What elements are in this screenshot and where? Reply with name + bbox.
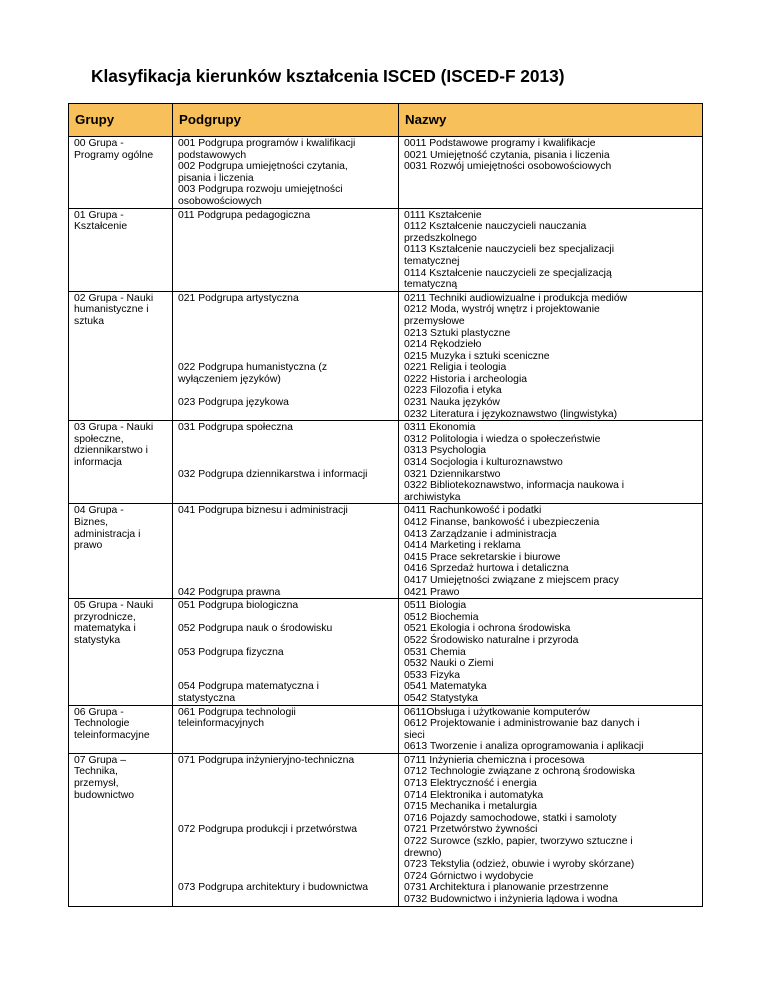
podgrupa-line [178, 328, 394, 340]
nazwa-cell [399, 504, 703, 599]
grupa-cell: 01 Grupa - Kształcenie [69, 208, 173, 291]
podgrupa-line [178, 658, 394, 670]
nazwa-line: 0231 Nauka języków [404, 397, 500, 409]
nazwa-line: 0412 Finanse, bankowość i ubezpieczenia [404, 517, 600, 528]
podgrupa-line [178, 540, 394, 552]
nazwa-line: 0612 Projektowanie i administrowanie baz danych i [404, 718, 640, 730]
nazwa-line: przemysłowe [404, 315, 465, 327]
podgrupa-line [178, 871, 394, 883]
nazwa-line: 0722 Surowce (szkło, papier, tworzywo sztuczne i [404, 836, 633, 848]
table-row [69, 208, 703, 291]
podgrupa-line: 041 Podgrupa biznesu i administracji [178, 505, 348, 517]
nazwa-line: 0312 Politologia i wiedza o społeczeństwie [404, 433, 601, 445]
podgrupa-line [178, 445, 394, 457]
podgrupa-line [178, 670, 394, 682]
nazwa-line: 0613 Tworzenie i analiza oprogramowania i aplikacji [404, 741, 644, 753]
podgrupa-line [178, 859, 394, 871]
podgrupa-line [178, 316, 394, 328]
podgrupa-line: 051 Podgrupa biologiczna [178, 600, 299, 612]
podgrupa-line [178, 563, 394, 575]
podgrupa-line [178, 813, 394, 825]
podgrupa-line [178, 552, 394, 564]
table-row [69, 137, 703, 209]
grupa-cell: 03 Grupa - Nauki społeczne, dziennikarstwo i informacja [69, 421, 173, 504]
table-row [69, 421, 703, 504]
podgrupa-line: 052 Podgrupa nauk o środowisku [178, 623, 333, 635]
nazwa-line: 0715 Mechanika i metalurgia [404, 801, 537, 813]
podgrupa-line: 053 Podgrupa fizyczna [178, 646, 284, 658]
nazwa-line: 0213 Sztuki plastyczne [404, 327, 511, 339]
podgrupa-line: 061 Podgrupa technologii [178, 706, 296, 718]
header-grupy: Grupy [69, 104, 173, 137]
podgrupa-line [178, 848, 394, 860]
podgrupa-line [178, 575, 394, 587]
nazwa-line: 0724 Górnictwo i wydobycie [404, 870, 534, 882]
podgrupa-cell [173, 705, 399, 753]
nazwa-line: 0531 Chemia [404, 646, 466, 658]
table-row [69, 599, 703, 705]
podgrupa-line [178, 457, 394, 469]
table-row [69, 291, 703, 421]
podgrupa-line: teleinformacyjnych [178, 718, 265, 730]
podgrupa-line: 023 Podgrupa językowa [178, 397, 289, 409]
grupa-cell: 05 Grupa - Nauki przyrodnicze, matematyka i statystyka [69, 599, 173, 705]
nazwa-line: 0416 Sprzedaż hurtowa i detaliczna [404, 563, 569, 575]
nazwa-cell [399, 599, 703, 705]
podgrupa-line: 072 Podgrupa produkcji i przetwórstwa [178, 824, 358, 836]
table-row [69, 705, 703, 753]
podgrupa-cell [173, 504, 399, 599]
nazwa-line: 0313 Psychologia [404, 445, 487, 457]
podgrupa-line: 031 Podgrupa społeczna [178, 422, 293, 434]
podgrupa-line [178, 517, 394, 529]
podgrupa-line [178, 612, 394, 624]
nazwa-line: 0114 Kształcenie nauczycieli ze specjalizacją [404, 267, 612, 279]
nazwa-line: 0322 Bibliotekoznawstwo, informacja naukowa i [404, 480, 625, 492]
podgrupa-line [178, 836, 394, 848]
podgrupa-line: pisania i liczenia [178, 172, 254, 184]
nazwa-line: 0112 Kształcenie nauczycieli nauczania [404, 221, 587, 233]
nazwa-line: 0221 Religia i teologia [404, 362, 507, 374]
table-row [69, 753, 703, 906]
nazwa-line: 0414 Marketing i reklama [404, 540, 521, 552]
nazwa-line: 0732 Budownictwo i inżynieria lądowa i wodna [404, 894, 618, 905]
nazwa-cell [399, 421, 703, 504]
nazwa-line: przedszkolnego [404, 232, 477, 244]
nazwa-cell [399, 291, 703, 421]
grupa-cell: 04 Grupa - Biznes, administracja i prawo [69, 504, 173, 599]
podgrupa-line: 071 Podgrupa inżynieryjno-techniczna [178, 754, 355, 766]
nazwa-line: 0731 Architektura i planowanie przestrzenne [404, 882, 609, 894]
nazwa-line: drewno) [404, 847, 442, 859]
podgrupa-line: 002 Podgrupa umiejętności czytania, [178, 161, 348, 173]
nazwa-line: archiwistyka [404, 491, 461, 503]
nazwa-line: 0413 Zarządzanie i administracja [404, 528, 557, 540]
nazwa-line: 0532 Nauki o Ziemi [404, 658, 494, 670]
grupa-cell: 06 Grupa - Technologie teleinformacyjne [69, 705, 173, 753]
nazwa-line: 0113 Kształcenie nauczycieli bez specjalizacji [404, 244, 615, 256]
nazwa-line: 0321 Dziennikarstwo [404, 468, 501, 480]
podgrupa-line: 073 Podgrupa architektury i budownictwa [178, 882, 369, 894]
nazwa-line: 0011 Podstawowe programy i kwalifikacje [404, 138, 596, 149]
podgrupa-cell [173, 208, 399, 291]
podgrupa-line: 022 Podgrupa humanistyczna (z [178, 362, 328, 374]
nazwa-line: 0541 Matematyka [404, 681, 487, 693]
podgrupa-line: wyłączeniem języków) [178, 373, 281, 385]
nazwa-line: sieci [404, 729, 425, 741]
header-podgrupy: Podgrupy [173, 104, 399, 137]
podgrupa-cell [173, 753, 399, 906]
nazwa-cell [399, 208, 703, 291]
nazwa-line: 0522 Środowisko naturalne i przyroda [404, 634, 579, 646]
nazwa-line: 0713 Elektryczność i energia [404, 778, 537, 790]
nazwa-line: 0533 Fizyka [404, 669, 461, 681]
podgrupa-line: statystyczna [178, 692, 236, 704]
table-row [69, 504, 703, 599]
nazwa-line: 0223 Filozofia i etyka [404, 385, 502, 397]
nazwa-line: tematyczną [404, 279, 458, 291]
nazwa-line: 0512 Biochemia [404, 611, 479, 623]
podgrupa-cell [173, 599, 399, 705]
nazwa-line: 0511 Biologia [404, 600, 467, 612]
podgrupa-line [178, 339, 394, 351]
nazwa-cell [399, 753, 703, 906]
podgrupa-cell [173, 137, 399, 209]
podgrupa-line [178, 635, 394, 647]
podgrupa-line [178, 304, 394, 316]
podgrupa-line: 001 Podgrupa programów i kwalifikacji [178, 138, 356, 149]
nazwa-line: 0421 Prawo [404, 586, 460, 598]
podgrupa-line: 003 Podgrupa rozwoju umiejętności [178, 184, 343, 196]
podgrupa-line [178, 385, 394, 397]
nazwa-line: 0311 Ekonomia [404, 422, 476, 434]
podgrupa-line: 042 Podgrupa prawna [178, 586, 281, 598]
grupa-cell: 02 Grupa - Nauki humanistyczne i sztuka [69, 291, 173, 421]
nazwa-line: 0417 Umiejętności związane z miejscem pracy [404, 574, 619, 586]
podgrupa-line [178, 529, 394, 541]
podgrupa-cell [173, 421, 399, 504]
podgrupa-line [178, 434, 394, 446]
nazwa-line: 0711 Inżynieria chemiczna i procesowa [404, 754, 585, 766]
podgrupa-line [178, 351, 394, 363]
nazwa-line: 0542 Statystyka [404, 692, 478, 704]
nazwa-line: 0212 Moda, wystrój wnętrz i projektowanie [404, 304, 600, 316]
nazwa-line: 0712 Technologie związane z ochroną środowiska [404, 766, 635, 778]
podgrupa-line: 011 Podgrupa pedagogiczna [178, 209, 311, 221]
nazwa-line: 0714 Elektronika i automatyka [404, 789, 544, 801]
nazwa-line: 0021 Umiejętność czytania, pisania i liczenia [404, 149, 610, 161]
nazwa-cell [399, 137, 703, 209]
podgrupa-cell [173, 291, 399, 421]
nazwa-line: 0214 Rękodzieło [404, 339, 482, 351]
podgrupa-line [178, 801, 394, 813]
header-nazwy: Nazwy [399, 104, 703, 137]
isced-table [68, 103, 703, 907]
nazwa-line: 0031 Rozwój umiejętności osobowościowych [404, 161, 612, 173]
nazwa-line: 0521 Ekologia i ochrona środowiska [404, 623, 571, 635]
podgrupa-line: osobowościowych [178, 195, 262, 207]
podgrupa-line [178, 766, 394, 778]
nazwa-line: 0111 Kształcenie [404, 209, 482, 221]
nazwa-line: 0721 Przetwórstwo żywności [404, 824, 538, 836]
page-title: Klasyfikacja kierunków kształcenia ISCED (ISCED-F 2013) [91, 66, 565, 86]
header-row [69, 104, 703, 137]
nazwa-line: 0611Obsługa i użytkowanie komputerów [404, 706, 590, 718]
podgrupa-line: 054 Podgrupa matematyczna i [178, 681, 319, 693]
nazwa-cell [399, 705, 703, 753]
nazwa-line: 0716 Pojazdy samochodowe, statki i samoloty [404, 812, 617, 824]
nazwa-line: 0314 Socjologia i kulturoznawstwo [404, 457, 563, 469]
grupa-cell: 07 Grupa – Technika, przemysł, budownictwo [69, 753, 173, 906]
podgrupa-line: 032 Podgrupa dziennikarstwa i informacji [178, 468, 368, 480]
nazwa-line: tematycznej [404, 255, 460, 267]
nazwa-line: 0232 Literatura i językoznawstwo (lingwistyka) [404, 408, 618, 420]
podgrupa-line [178, 778, 394, 790]
podgrupa-line: 021 Podgrupa artystyczna [178, 292, 299, 304]
nazwa-line: 0215 Muzyka i sztuki sceniczne [404, 350, 550, 362]
nazwa-line: 0411 Rachunkowość i podatki [404, 505, 542, 517]
podgrupa-line [178, 790, 394, 802]
grupa-cell: 00 Grupa - Programy ogólne [69, 137, 173, 209]
nazwa-line: 0723 Tekstylia (odzież, obuwie i wyroby skórzane) [404, 859, 635, 871]
nazwa-line: 0211 Techniki audiowizualne i produkcja mediów [404, 292, 628, 304]
podgrupa-line: podstawowych [178, 149, 247, 161]
nazwa-line: 0222 Historia i archeologia [404, 373, 528, 385]
nazwa-line: 0415 Prace sekretarskie i biurowe [404, 551, 561, 563]
